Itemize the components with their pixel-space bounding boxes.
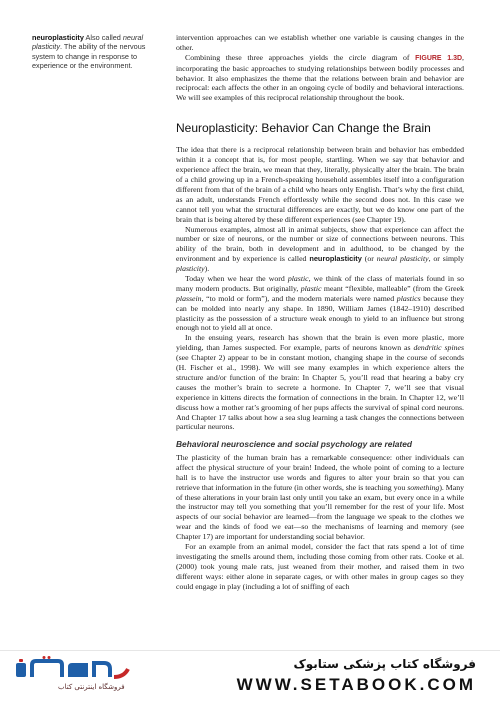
glossary-term: neuroplasticity [32, 33, 84, 42]
footer-watermark [0, 650, 500, 701]
text-run: , incorporating the basic approaches to studying relationships between bodily processes and behavior. It also emphasizes the theme that the relations between brain and behavior are reciprocal: each affects the other in an ongoing cycle of bodily and behavioral interactions. We will see examples of this reciprocal relationship throughout the book. [176, 52, 464, 103]
text-run: Combining these three approaches yields the circle diagram of [185, 52, 416, 62]
text-run: (or [361, 254, 377, 264]
paragraph: intervention approaches can we establish whether one variable is causing changes in the other. [176, 33, 464, 52]
store-url-link[interactable]: WWW.SETABOOK.COM [236, 675, 476, 694]
glossary-definition: . The ability of the nervous system to change in response to experience or the environment. [32, 42, 146, 70]
section-heading: Neuroplasticity: Behavior Can Change the Brain [176, 121, 431, 136]
paragraph [176, 333, 464, 432]
text-run: , or simply [428, 254, 465, 264]
logo-mark-icon [14, 655, 134, 683]
paragraph [176, 225, 464, 274]
text-run: because they can be molded into nearly any shape. In 1890, William James (1842–1910) described plasticity as the possession of a structure weak enough to yield to an influence but strong enough not to yield all at once. [176, 293, 464, 333]
text-run: , we think of the class of materials found in so many modern products. But originally, [176, 274, 465, 293]
store-name: فروشگاه کتاب پزشکی ستابوک [293, 657, 476, 671]
glossary-text: Also called [83, 33, 123, 42]
subsection-heading: Behavioral neuroscience and social psychology are related [176, 439, 412, 450]
text-run: In the ensuing years, research has shown that the brain is even more plastic, more yielding, than James suspected. For example, parts of neurons known as [176, 333, 464, 353]
text-run: (see Chapter 2) appear to be in constant motion, changing shape in the course of seconds (H. Fischer et al., 1998). We will see many examples in which experience alters the structure and/or function of the brain: In Chapter 5, you’ll read that hearing a baby cry causes the mother’s brain to secrete a hormone. In Chapter 7, we’ll see that visual experience in kittens directs the formation of connections in the brain. In Chapter 12, we’ll discuss how a mother rat’s grooming of her pups affects the survival of spinal cord neurons. And Chapter 17 talks about how a sea slug learning a task changes the connections between particular neurons. [176, 353, 464, 432]
figure-reference-link[interactable]: FIGURE 1.3D [415, 54, 463, 62]
text-run: , “to mold or form”), and the modern materials were named [201, 293, 397, 303]
paragraph [176, 274, 464, 333]
paragraph [176, 453, 464, 542]
text-run: ). [204, 264, 210, 274]
setabook-logo[interactable] [14, 655, 134, 695]
text-run: meant “flexible, malleable” (from the Greek [321, 283, 465, 293]
italic-term: plastic [300, 283, 322, 293]
paragraph: The idea that there is a reciprocal relationship between brain and behavior has embedded within it a concept that is, for most people, startling. When we say that behavior and experience affect the brain, we mean that they, literally, physically alter the brain. The brain of a child growing up in a French-speaking household assembles itself into a configuration different from that of the brain of a child who hears only English. That’s why the first child, as an adult, understands French effortlessly while the second does not. In this case we cannot tell you what the structural differences are exactly, but we do know one part of the brain that is being altered by these different experiences (see Chapter 19). [176, 145, 464, 224]
glossary-italic: neural plasticity [32, 33, 144, 52]
paragraph [176, 53, 464, 103]
italic-term: neural plasticity [376, 254, 429, 264]
text-run: ). Many of these alterations in your brain last only until you take an exam, but every once in a while the instructor may tell you something that you’ll remember for the rest of your life. Most aspects of our social behavior are learned—from the language we speak to the clothes we wear and the kinds of food we eat—so the mechanisms of learning and memory (see Chapter 17) are important for understanding social behavior. [176, 482, 464, 542]
logo-tagline: فروشگاه اینترنتی کتاب [58, 683, 125, 691]
key-term: neuroplasticity [309, 254, 362, 264]
italic-term: plasticity [176, 264, 205, 274]
text-run: The plasticity of the human brain has a remarkable consequence: other individuals can affect the physical structure of your brain! Indeed, the whole point of coming to a lecture hall is to have the instructor use words and figures to alter your brain so that you can retrieve that information in the future (in other words, she is teaching you [176, 452, 464, 492]
glossary-note [32, 33, 160, 70]
italic-term: plastic [287, 274, 309, 284]
text-run: Numerous examples, almost all in animal subjects, show that experience can affect the number or size of neurons, or the number or size of connections between neurons. This ability of the brain, both in development and in adulthood, to be changed by the environment and by experience is called [176, 224, 464, 264]
italic-term: something [407, 482, 440, 492]
italic-term: plastics [396, 293, 421, 303]
paragraph: For an example from an animal model, consider the fact that rats spend a lot of time investigating the smells around them, including those coming from other rats. Cooke et al. (2000) took young male rats, just weaned from their mother, and raised them in two different ways: either alone in separate cages, or with other males in group cages so they could engage in play (including a lot of sniffing of each [176, 541, 464, 591]
italic-term: dendritic spines [413, 343, 464, 353]
italic-term: plassein [176, 293, 202, 303]
main-text-column [176, 33, 464, 591]
text-run: Today when we hear the word [185, 274, 288, 284]
